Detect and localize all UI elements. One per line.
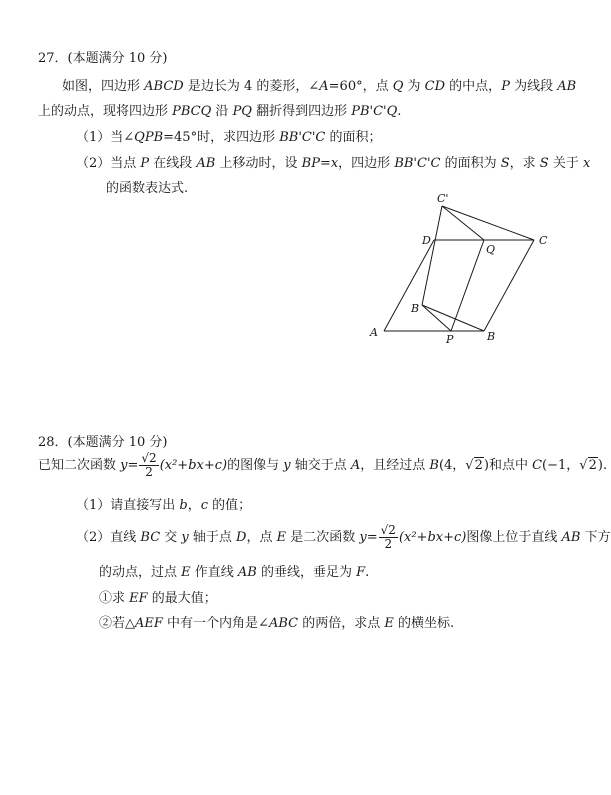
q28-sub2-run: ABC: [268, 616, 299, 631]
label-C: C: [539, 234, 548, 247]
edge-QC-prime: [442, 206, 484, 240]
q27-stem-line2-run: PBCQ: [172, 104, 212, 119]
q27-stem-line1-run: 为线段: [509, 79, 558, 94]
q27-part1-run: （1）当∠: [76, 130, 135, 145]
q27-stem-line1-run: 如图，四边形: [62, 79, 145, 94]
q27-stem-line2-run: .: [397, 104, 402, 119]
q28-stem-d: ，且经过点: [360, 458, 430, 473]
q28-poly: (x²+bx+c): [159, 458, 228, 473]
q27-part2-line1-run: BB'C'C: [394, 156, 441, 171]
label-A: A: [370, 326, 378, 339]
q28-sub2-run: AEF: [135, 616, 163, 631]
q28-sub1-run: 的最大值；: [147, 591, 217, 606]
q27-stem-line2-run: 沿: [211, 104, 233, 119]
q27-part2-line2: [106, 177, 188, 196]
q28-part2-line2-run: .: [365, 565, 370, 580]
q28-sub1-run: EF: [129, 591, 148, 606]
q28-fraction-2: $\frac{√2}{2}$: [380, 523, 396, 551]
edge-B-prime-P: [422, 305, 451, 331]
q28-part2-line1: （2）直线 BC 交 y 轴于点 D，点 E 是二次函数 y= $\frac{√2}{2}$ (x²+bx+c)图像上位于直线 AB 下方: [76, 523, 611, 551]
q27-part1-run: =45°时，求四边形: [163, 130, 280, 145]
q27-part1-run: BB'C'C: [279, 130, 326, 145]
q28-frac-num: 2: [149, 451, 157, 465]
q27-stem-line1-run: 为: [403, 79, 425, 94]
q27-stem-line1-run: 是边长为 4 的菱形，∠: [183, 79, 320, 94]
q27-part1-run: QPB: [134, 130, 164, 145]
label-B: B: [487, 330, 496, 343]
edge-B-prime-B: [422, 305, 484, 331]
q28-frac-den: 2: [145, 465, 153, 479]
q28-y-eq: y=: [120, 458, 139, 473]
q27-part2-line1-run: P: [140, 156, 150, 171]
q28-fraction: $\frac{√2}{2}$: [141, 451, 157, 479]
q28-part2-line2-run: F: [356, 565, 366, 580]
label-Q: Q: [486, 243, 496, 256]
q27-stem-line2-run: 翻折得到四边形: [251, 104, 352, 119]
edge-PQ: [451, 240, 484, 331]
q28-stem: [38, 452, 607, 479]
q27-part2-line1-run: 上移动时，设: [215, 156, 302, 171]
q27-stem-line1-run: 的中点，: [445, 79, 502, 94]
label-C-prime: C': [437, 192, 449, 205]
q27-stem-line1-run: P: [501, 79, 510, 94]
q28-sqrt2-b: √2: [579, 458, 597, 473]
label-D: D: [422, 234, 431, 247]
q27-stem-line1-run: ABCD: [144, 79, 184, 94]
q27-stem-line1-run: Q: [392, 79, 404, 94]
q28-part2-line2: [99, 561, 369, 580]
q27-part2-line1-run: S: [539, 156, 549, 171]
q27-stem-line1-run: A: [319, 79, 329, 94]
q27-part2-line1-run: 在线段: [149, 156, 197, 171]
q28-part2-line2-run: 作直线: [190, 565, 238, 580]
q27-stem-line2: [38, 100, 401, 119]
q28-sub2-run: 中有一个内角是∠: [162, 616, 269, 631]
q27-part2-line1-run: ，四边形: [338, 156, 395, 171]
q28-part1-run: （1）请直接写出: [76, 498, 180, 513]
q27-part2-line1-run: 关于: [548, 156, 583, 171]
label-B-prime: B: [411, 302, 420, 315]
q28-part1-run: b: [179, 498, 188, 513]
q28-stem-b: 的图像与: [227, 458, 284, 473]
q27-stem-line2-run: PQ: [232, 104, 252, 119]
q28-B-open: (4，: [438, 458, 466, 473]
q27-part2-line1-run: BP=x: [301, 156, 339, 171]
q28-part1: [76, 494, 251, 513]
q28-part1-run: ，: [187, 498, 201, 513]
q27-part2-line1-run: 的面积为: [440, 156, 501, 171]
q27-header: 27．(本题满分 10 分): [38, 51, 168, 66]
q28-part2-line2-run: 的动点，过点: [99, 565, 182, 580]
q28-stem-a: 已知二次函数: [38, 458, 121, 473]
q28-y-axis-var: y: [283, 458, 291, 473]
q28-pt-B: B: [429, 458, 439, 473]
q28-part2-line2-run: AB: [237, 565, 257, 580]
edge-C-prime-C: [442, 206, 534, 240]
q27-part2-line1-run: （2）当点: [76, 156, 141, 171]
q28-B-close: ): [483, 458, 489, 473]
q28-C-open: (−1，: [542, 458, 580, 473]
q28-C-close: ).: [597, 458, 608, 473]
q28-stem-e: 和点中: [488, 458, 533, 473]
edge-DA: [384, 240, 434, 331]
q28-sub1: [99, 587, 217, 606]
q28-sub2: [99, 612, 454, 631]
q27-stem-line1-run: =60°，点: [328, 79, 393, 94]
q28-pt-C: C: [532, 458, 543, 473]
q28-sub2-run: E: [384, 616, 394, 631]
q27-part2-line2-run: 的函数表达式.: [106, 181, 189, 196]
q28-sub2-run: 的两倍，求点: [298, 616, 385, 631]
q27-stem-line2-run: 上的动点，现将四边形: [38, 104, 173, 119]
q28-sub2-run: 的横坐标.: [393, 616, 455, 631]
q27-part1-run: 的面积；: [325, 130, 382, 145]
q28-part2-line2-run: 的垂线，垂足为: [256, 565, 357, 580]
q27-part2-line1-run: ，求: [509, 156, 540, 171]
q28-part1-run: c: [200, 498, 209, 513]
q28-part2-line2-run: E: [181, 565, 191, 580]
q27-part2-line1-run: S: [500, 156, 510, 171]
q27-stem-line1-run: CD: [424, 79, 446, 94]
q28-sqrt2-a: √2: [465, 458, 483, 473]
q27-part2-line1: [76, 152, 590, 171]
label-P: P: [446, 333, 454, 346]
q28-sub1-run: ①求: [99, 591, 130, 606]
q27-part2-line1-run: AB: [196, 156, 216, 171]
q27-stem-line1: [62, 75, 576, 94]
q28-sub2-run: ②若△: [99, 616, 135, 631]
q28-header: 28．(本题满分 10 分): [38, 435, 168, 450]
q28-stem-c: 轴交于点: [290, 458, 351, 473]
q27-rhombus-figure: [360, 188, 560, 348]
q28-pt-A: A: [350, 458, 361, 473]
q27-part2-line1-run: x: [582, 156, 591, 171]
q27-stem-line2-run: PB'C'Q: [351, 104, 398, 119]
q28-part1-run: 的值；: [208, 498, 252, 513]
q27-stem-line1-run: AB: [557, 79, 577, 94]
q27-part1: [76, 126, 382, 145]
